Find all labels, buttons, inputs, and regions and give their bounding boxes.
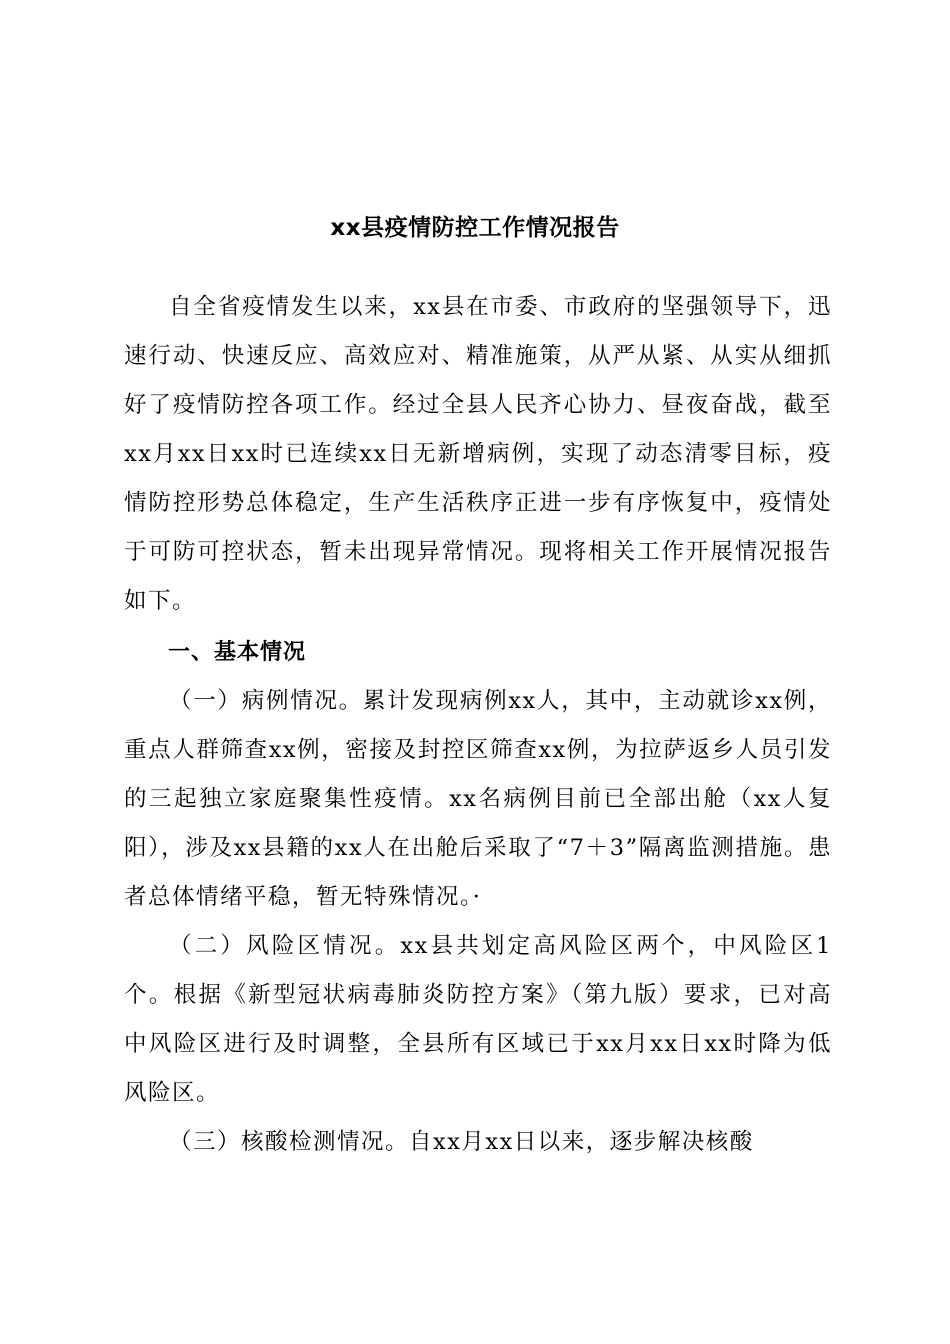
intro-paragraph: 自全省疫情发生以来，xx县在市委、市政府的坚强领导下，迅速行动、快速反应、高效应对、精准施策，从严从紧、从实从细抓好了疫情防控各项工作。经过全县人民齐心协力、昼夜奋战，截至xx月xx日xx时已连续xx日无新增病例，实现了动态清零目标，疫情防控形势总体稳定，生产生活秩序正进一步有序恢复中，疫情处于可防可控状态，暂未出现异常情况。现将相关工作开展情况报告如下。	[124, 294, 832, 614]
paragraph-risk-area-situation: （二）风险区情况。xx县共划定高风险区两个，中风险区1个。根据《新型冠状病毒肺炎防控方案》（第九版）要求，已对高中风险区进行及时调整，全县所有区域已于xx月xx日xx时降为低风险区。	[124, 933, 832, 1106]
paragraph-case-situation: （一）病例情况。累计发现病例xx人，其中，主动就诊xx例，重点人群筛查xx例，密接及封控区筛查xx例，为拉萨返乡人员引发的三起独立家庭聚集性疫情。xx名病例目前已全部出舱（xx人复阳），涉及xx县籍的xx人在出舱后采取了“7＋3”隔离监测措施。患者总体情绪平稳，暂无特殊情况。·	[124, 688, 832, 910]
paragraph-nucleic-acid-testing: （三）核酸检测情况。自xx月xx日以来，逐步解决核酸	[169, 1129, 754, 1155]
section-heading-basic-situation: 一、基本情况	[168, 640, 307, 665]
document-title: xx县疫情防控工作情况报告	[330, 215, 620, 241]
document-body	[124, 283, 832, 1167]
